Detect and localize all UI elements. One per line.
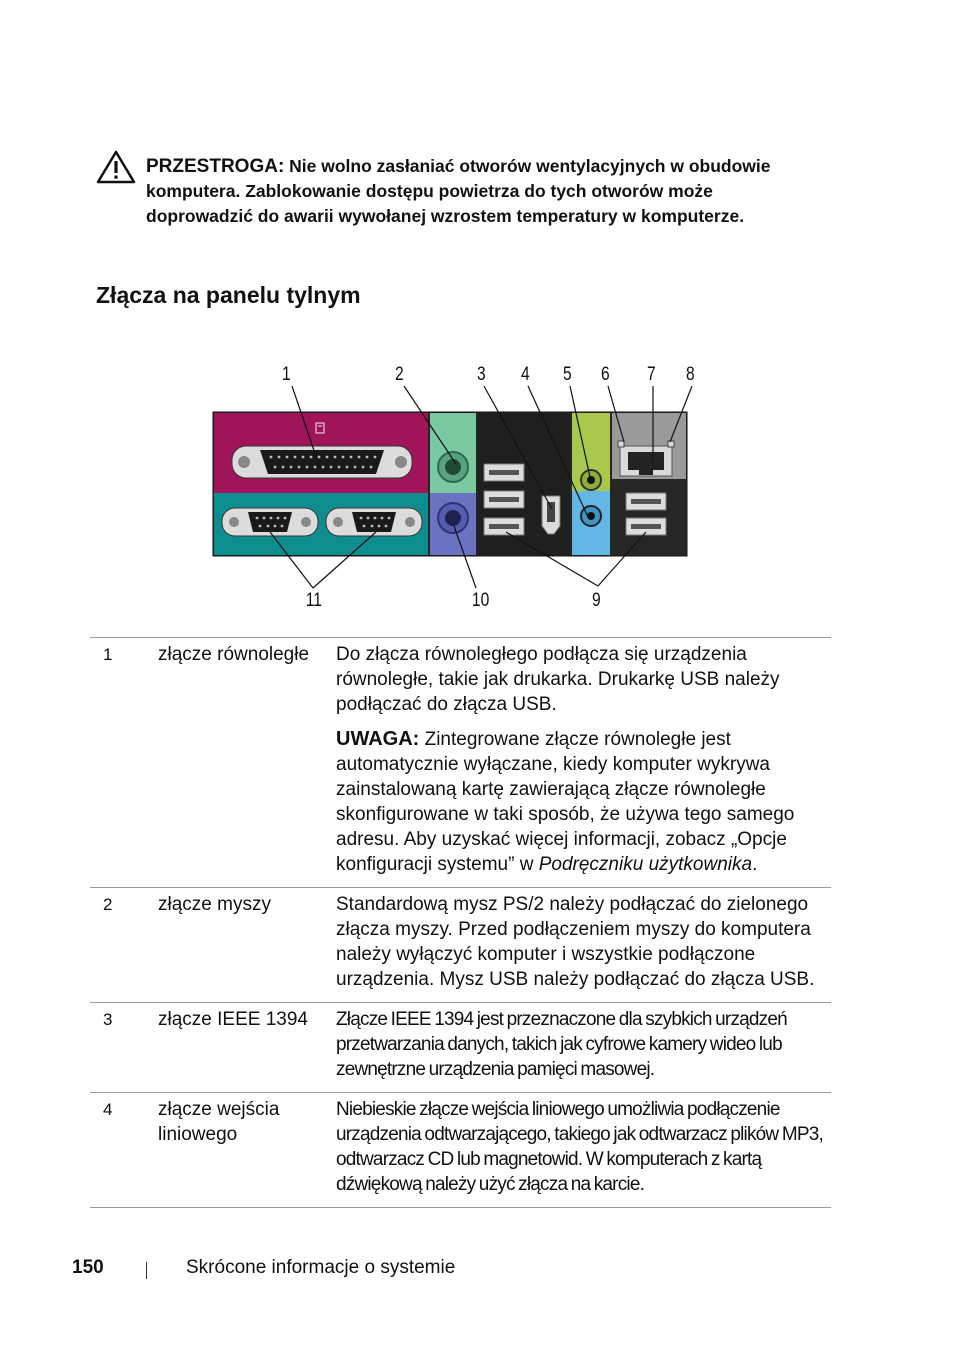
note-end: . <box>752 854 758 875</box>
connector-description: Niebieskie złącze wejścia liniowego umożliwia podłączenie urządzenia odtwarzającego, takiego jak odtwarzacz plików MP3, odtwarzacz CD lub magnetowid. W komputerach z kartą dźwiękową należy użyć złącza na karcie. <box>336 1099 823 1195</box>
connector-number: 2 <box>103 895 113 914</box>
callout-1: 1 <box>281 364 291 385</box>
caution-body: Nie wolno zasłaniać otworów wentylacyjnych w obudowie komputera. Zablokowanie dostępu powietrza do tych otworów może doprowadzić do awarii wywołanej wzrostem temperatury w komputerze. <box>146 156 771 226</box>
callout-4: 4 <box>520 364 530 385</box>
callout-5: 5 <box>562 364 572 385</box>
warning-triangle-icon <box>96 150 136 184</box>
table-row <box>90 638 831 888</box>
callout-7: 7 <box>646 364 656 385</box>
callout-10: 10 <box>471 590 490 611</box>
connector-table <box>90 637 831 1208</box>
back-panel-diagram <box>208 356 708 618</box>
panel-illustration <box>208 356 708 618</box>
connector-name: złącze wejścia liniowego <box>158 1099 280 1145</box>
caution-text <box>146 154 806 229</box>
connector-description: Do złącza równoległego podłącza się urządzenia równoległe, takie jak drukarka. Drukarkę USB należy podłączać do złącza USB. <box>336 644 780 715</box>
caution-label: PRZESTROGA: <box>146 156 285 177</box>
table-row <box>90 888 831 1003</box>
callout-2: 2 <box>394 364 404 385</box>
connector-description: Złącze IEEE 1394 jest przeznaczone dla szybkich urządzeń przetwarzania danych, takich jak cyfrowe kamery wideo lub zewnętrzne urządzenia pamięci masowej. <box>336 1009 787 1080</box>
connector-number: 1 <box>103 645 113 664</box>
footer-title: Skrócone informacje o systemie <box>186 1257 456 1278</box>
note-label: UWAGA: <box>336 728 420 750</box>
connector-name: złącze myszy <box>158 894 271 915</box>
connector-number: 4 <box>103 1100 113 1119</box>
callout-3: 3 <box>476 364 486 385</box>
page-number: 150 <box>72 1257 104 1278</box>
callout-6: 6 <box>600 364 610 385</box>
callout-9: 9 <box>591 590 601 611</box>
connector-name: złącze równoległe <box>158 644 310 665</box>
connector-description: Standardową mysz PS/2 należy podłączać do zielonego złącza myszy. Przed podłączeniem myszy do komputera należy wyłączyć komputer i wszystkie podłączone urządzenia. Mysz USB należy podłączać do złącza USB. <box>336 894 815 990</box>
table-row <box>90 1003 831 1093</box>
connector-number: 3 <box>103 1010 113 1029</box>
callout-11: 11 <box>305 590 322 611</box>
page-footer <box>0 1257 954 1285</box>
footer-divider <box>146 1262 147 1279</box>
note-text: Zintegrowane złącze równoległe jest automatycznie wyłączane, kiedy komputer wykrywa zainstalowaną kartę zawierającą złącze równoległe skonfigurowane w taki sposób, że używa tego samego adresu. Aby uzyskać więcej informacji, zobacz „Opcje konfiguracji systemu” w <box>336 729 795 875</box>
note-manual-title: Podręczniku użytkownika <box>538 854 753 875</box>
section-title: Złącza na panelu tylnym <box>96 282 361 308</box>
connector-name: złącze IEEE 1394 <box>158 1009 308 1030</box>
table-row <box>90 1093 831 1208</box>
connector-description-cell <box>336 638 831 888</box>
callout-8: 8 <box>685 364 695 385</box>
note <box>336 727 831 877</box>
